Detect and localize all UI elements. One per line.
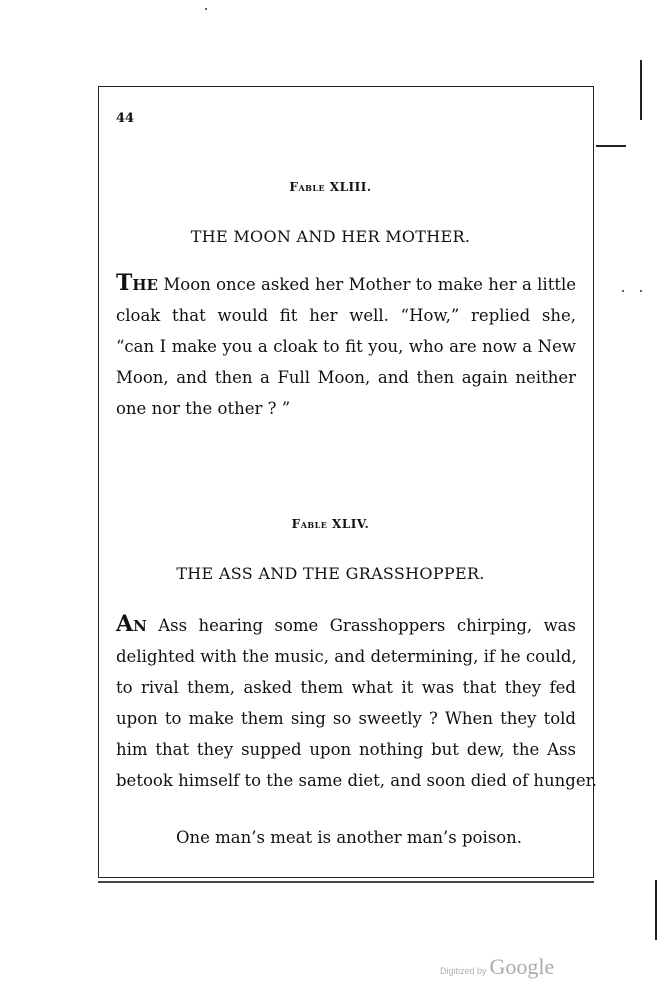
fable-text-line: one nor the other ? ” [116,399,291,418]
fable-label: Fable XLIII. [289,180,372,194]
page-number: 44 [116,111,135,126]
scan-edge-mark [640,60,642,120]
digitized-by-label: Digitized by [440,966,487,976]
scan-speck [640,290,642,292]
scan-edge-mark [596,145,626,147]
drop-cap: The [116,270,158,296]
fable-text-line: betook himself to the same diet, and soon died of hunger. [116,771,597,790]
fable-text-line-content: Moon once asked her Mother to make her a little [163,275,577,294]
fable-text-line [116,268,576,300]
fable-moral: One man’s meat is another man’s poison. [175,828,522,847]
fable-text-line: cloak that would fit her well. “How,” replied she, [116,306,576,325]
fable-text-line: to rival them, asked them what it was that they fed [116,678,576,697]
digitized-watermark [440,954,554,980]
scan-speck [205,8,207,10]
fable-text-line: upon to make them sing so sweetly ? When they told [116,709,576,728]
fable-label: Fable XLIV. [291,517,370,531]
fable-text [116,268,576,424]
fable-text-line: Moon, and then a Full Moon, and then again neither [116,368,576,387]
fable-text-line: him that they supped upon nothing but dew, the Ass [116,740,576,759]
scan-speck [622,290,624,292]
fable-text-line [116,609,576,641]
google-logo: Google [489,954,555,979]
fable-text-line: “can I make you a cloak to fit you, who are now a New [116,337,576,356]
fable-text [116,609,597,796]
scan-edge-mark [655,880,657,940]
fable-text-line: delighted with the music, and determining, if he could, [116,647,577,666]
drop-cap: An [116,611,147,637]
fable-title: THE ASS AND THE GRASSHOPPER. [176,564,485,583]
fable-text-line-content: Ass hearing some Grasshoppers chirping, was [158,616,576,635]
fable-title: THE MOON AND HER MOTHER. [190,227,471,246]
